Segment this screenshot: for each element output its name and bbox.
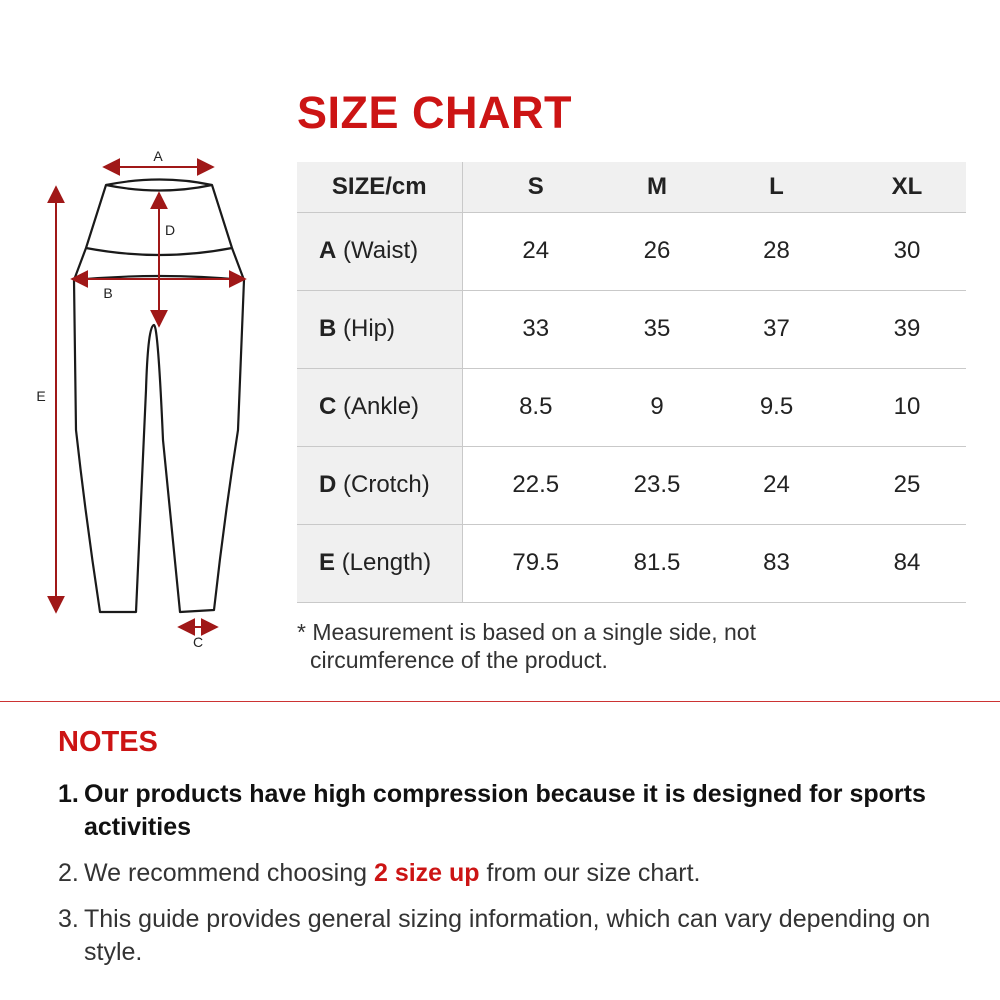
note-text-after: from our size chart. [479,859,701,887]
row-label [297,446,462,524]
table-cell: 9.5 [759,393,794,420]
note-number: 3. [58,905,79,933]
header-xl: XL [891,172,923,200]
table-cell: 8.5 [519,393,553,420]
footnote-line-1: * Measurement is based on a single side, not [297,619,756,645]
header-size-cm: SIZE/cm [297,162,462,212]
row-label [297,290,462,368]
table-cell: 37 [763,315,790,342]
note-item [58,857,938,890]
row-letter: B [319,315,337,342]
row-name: (Crotch) [343,471,430,498]
notes-list [58,778,938,982]
notes-title: NOTES [58,726,158,758]
table-cell: 84 [893,549,921,576]
note-item [58,778,938,844]
table-cell: 9 [650,393,664,420]
row-label [297,212,462,290]
table-cell: 30 [893,237,921,264]
page-title: SIZE CHART [297,87,572,138]
row-name: (Length) [341,549,432,576]
table-row [297,446,966,524]
label-e: E [36,388,46,404]
table-row [297,212,966,290]
table-cell: 33 [522,315,550,342]
header-m: M [647,172,667,200]
note-number: 1. [58,780,79,808]
row-label [297,524,462,602]
label-c: C [192,634,204,650]
table-cell: 26 [643,237,671,264]
note-text-before: We recommend choosing [84,859,374,887]
table-header-row [297,162,966,212]
table-cell: 25 [893,471,921,498]
table-row [297,524,966,602]
row-letter: A [319,237,337,264]
header-s: S [527,172,544,200]
leggings-diagram [0,130,290,670]
row-label [297,368,462,446]
arrow-d [159,193,175,326]
size-table [297,162,966,603]
row-name: (Ankle) [343,393,420,420]
label-a: A [153,148,163,164]
table-cell: 28 [763,237,790,264]
note-number: 2. [58,859,79,887]
table-cell: 10 [893,393,921,420]
header-l: L [769,172,784,200]
table-cell: 35 [643,315,671,342]
row-letter: D [319,471,337,498]
arrow-e [36,187,56,612]
table-row [297,368,966,446]
measurement-footnote [297,618,957,674]
table-cell: 39 [893,315,921,342]
table-cell: 24 [522,237,550,264]
table-cell: 79.5 [512,549,560,576]
table-cell: 23.5 [633,471,681,498]
note-text: Our products have high compression because it is designed for sports activities [84,780,926,841]
table-cell: 22.5 [512,471,560,498]
table-row [297,290,966,368]
arrow-c [179,627,217,650]
row-letter: E [319,549,336,576]
table-cell: 81.5 [633,549,681,576]
row-letter: C [319,393,337,420]
note-text: This guide provides general sizing information, which can vary depending on style. [84,905,931,966]
note-item [58,903,938,969]
footnote-line-2: circumference of the product. [310,647,608,673]
note-highlight: 2 size up [373,859,480,887]
table-cell: 83 [763,549,790,576]
row-name: (Hip) [343,315,396,342]
row-name: (Waist) [343,237,419,264]
table-cell: 24 [763,471,790,498]
arrow-a [104,148,213,167]
label-b: B [103,285,113,301]
section-divider [0,701,1000,702]
label-d: D [164,222,176,238]
